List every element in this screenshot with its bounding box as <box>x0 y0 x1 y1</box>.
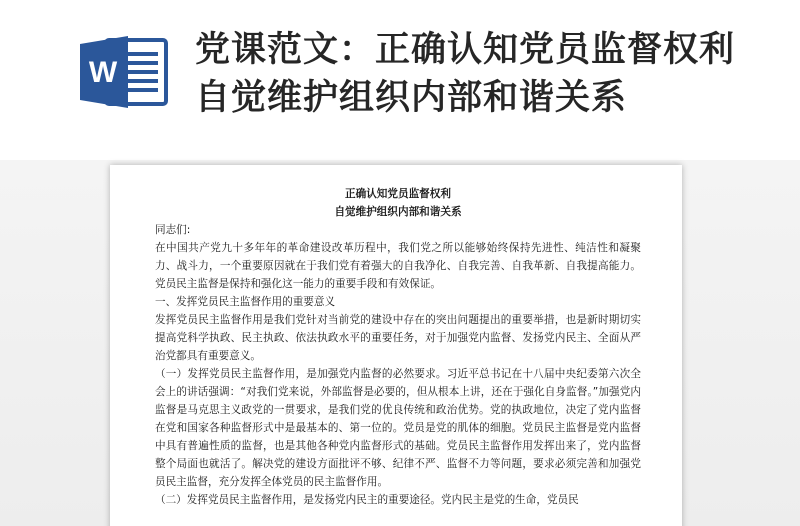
document-page <box>110 165 682 526</box>
document-section-heading: 一、发挥党员民主监督作用的重要意义 <box>155 296 336 308</box>
document-title-line-2: 自觉维护组织内部和谐关系 <box>334 206 462 218</box>
document-title-line-1: 正确认知党员监督权利 <box>345 188 451 200</box>
document-paragraph: 在中国共产党九十多年年的革命建设改革历程中，我们党之所以能够始终保持先进性、纯洁性和凝聚力、战斗力，一个重要原因就在于我们党有着强大的自我净化、自我完善、自我革新、自我提高能力。党员民主监督是保持和强化这一能力的重要手段和有效保证。 <box>155 242 641 290</box>
word-document-icon <box>78 36 170 108</box>
document-paragraph: 发挥党员民主监督作用是我们党针对当前党的建设中存在的突出问题提出的重要举措，也是新时期切实提高党科学执政、民主执政、依法执政水平的重要任务，对于加强党内监督、发扬党内民主、全面从严治党都具有重要意义。 <box>155 314 641 362</box>
document-content <box>155 185 641 509</box>
header-banner <box>0 0 800 160</box>
page-title: 党课范文：正确认知党员监督权利 自觉维护组织内部和谐关系 <box>195 30 736 118</box>
document-paragraph: （二）发挥党员民主监督作用，是发扬党内民主的重要途径。党内民主是党的生命，党员民 <box>155 494 579 506</box>
document-paragraph: （一）发挥党员民主监督作用，是加强党内监督的必然要求。习近平总书记在十八届中央纪委第六次全会上的讲话强调：“对我们党来说，外部监督是必要的，但从根本上讲，还在于强化自身监督。”加强党内监督是马克思主义政党的一贯要求，是我们党的优良传统和政治优势。党的执政地位，决定了党内监督在党和国家各种监督形式中是最基本的、第一位的。党员是党的肌体的细胞。党员民主监督是党内监督中具有普遍性质的监督，也是其他各种党内监督形式的基础。党员民主监督作用发挥出来了，党内监督整个局面也就活了。解决党的建设方面批评不够、纪律不严、监督不力等问题，要求必须完善和加强党员民主监督，充分发挥全体党员的民主监督作用。 <box>155 368 641 488</box>
document-salutation: 同志们: <box>155 224 191 236</box>
word-icon-letter: W <box>88 56 118 89</box>
